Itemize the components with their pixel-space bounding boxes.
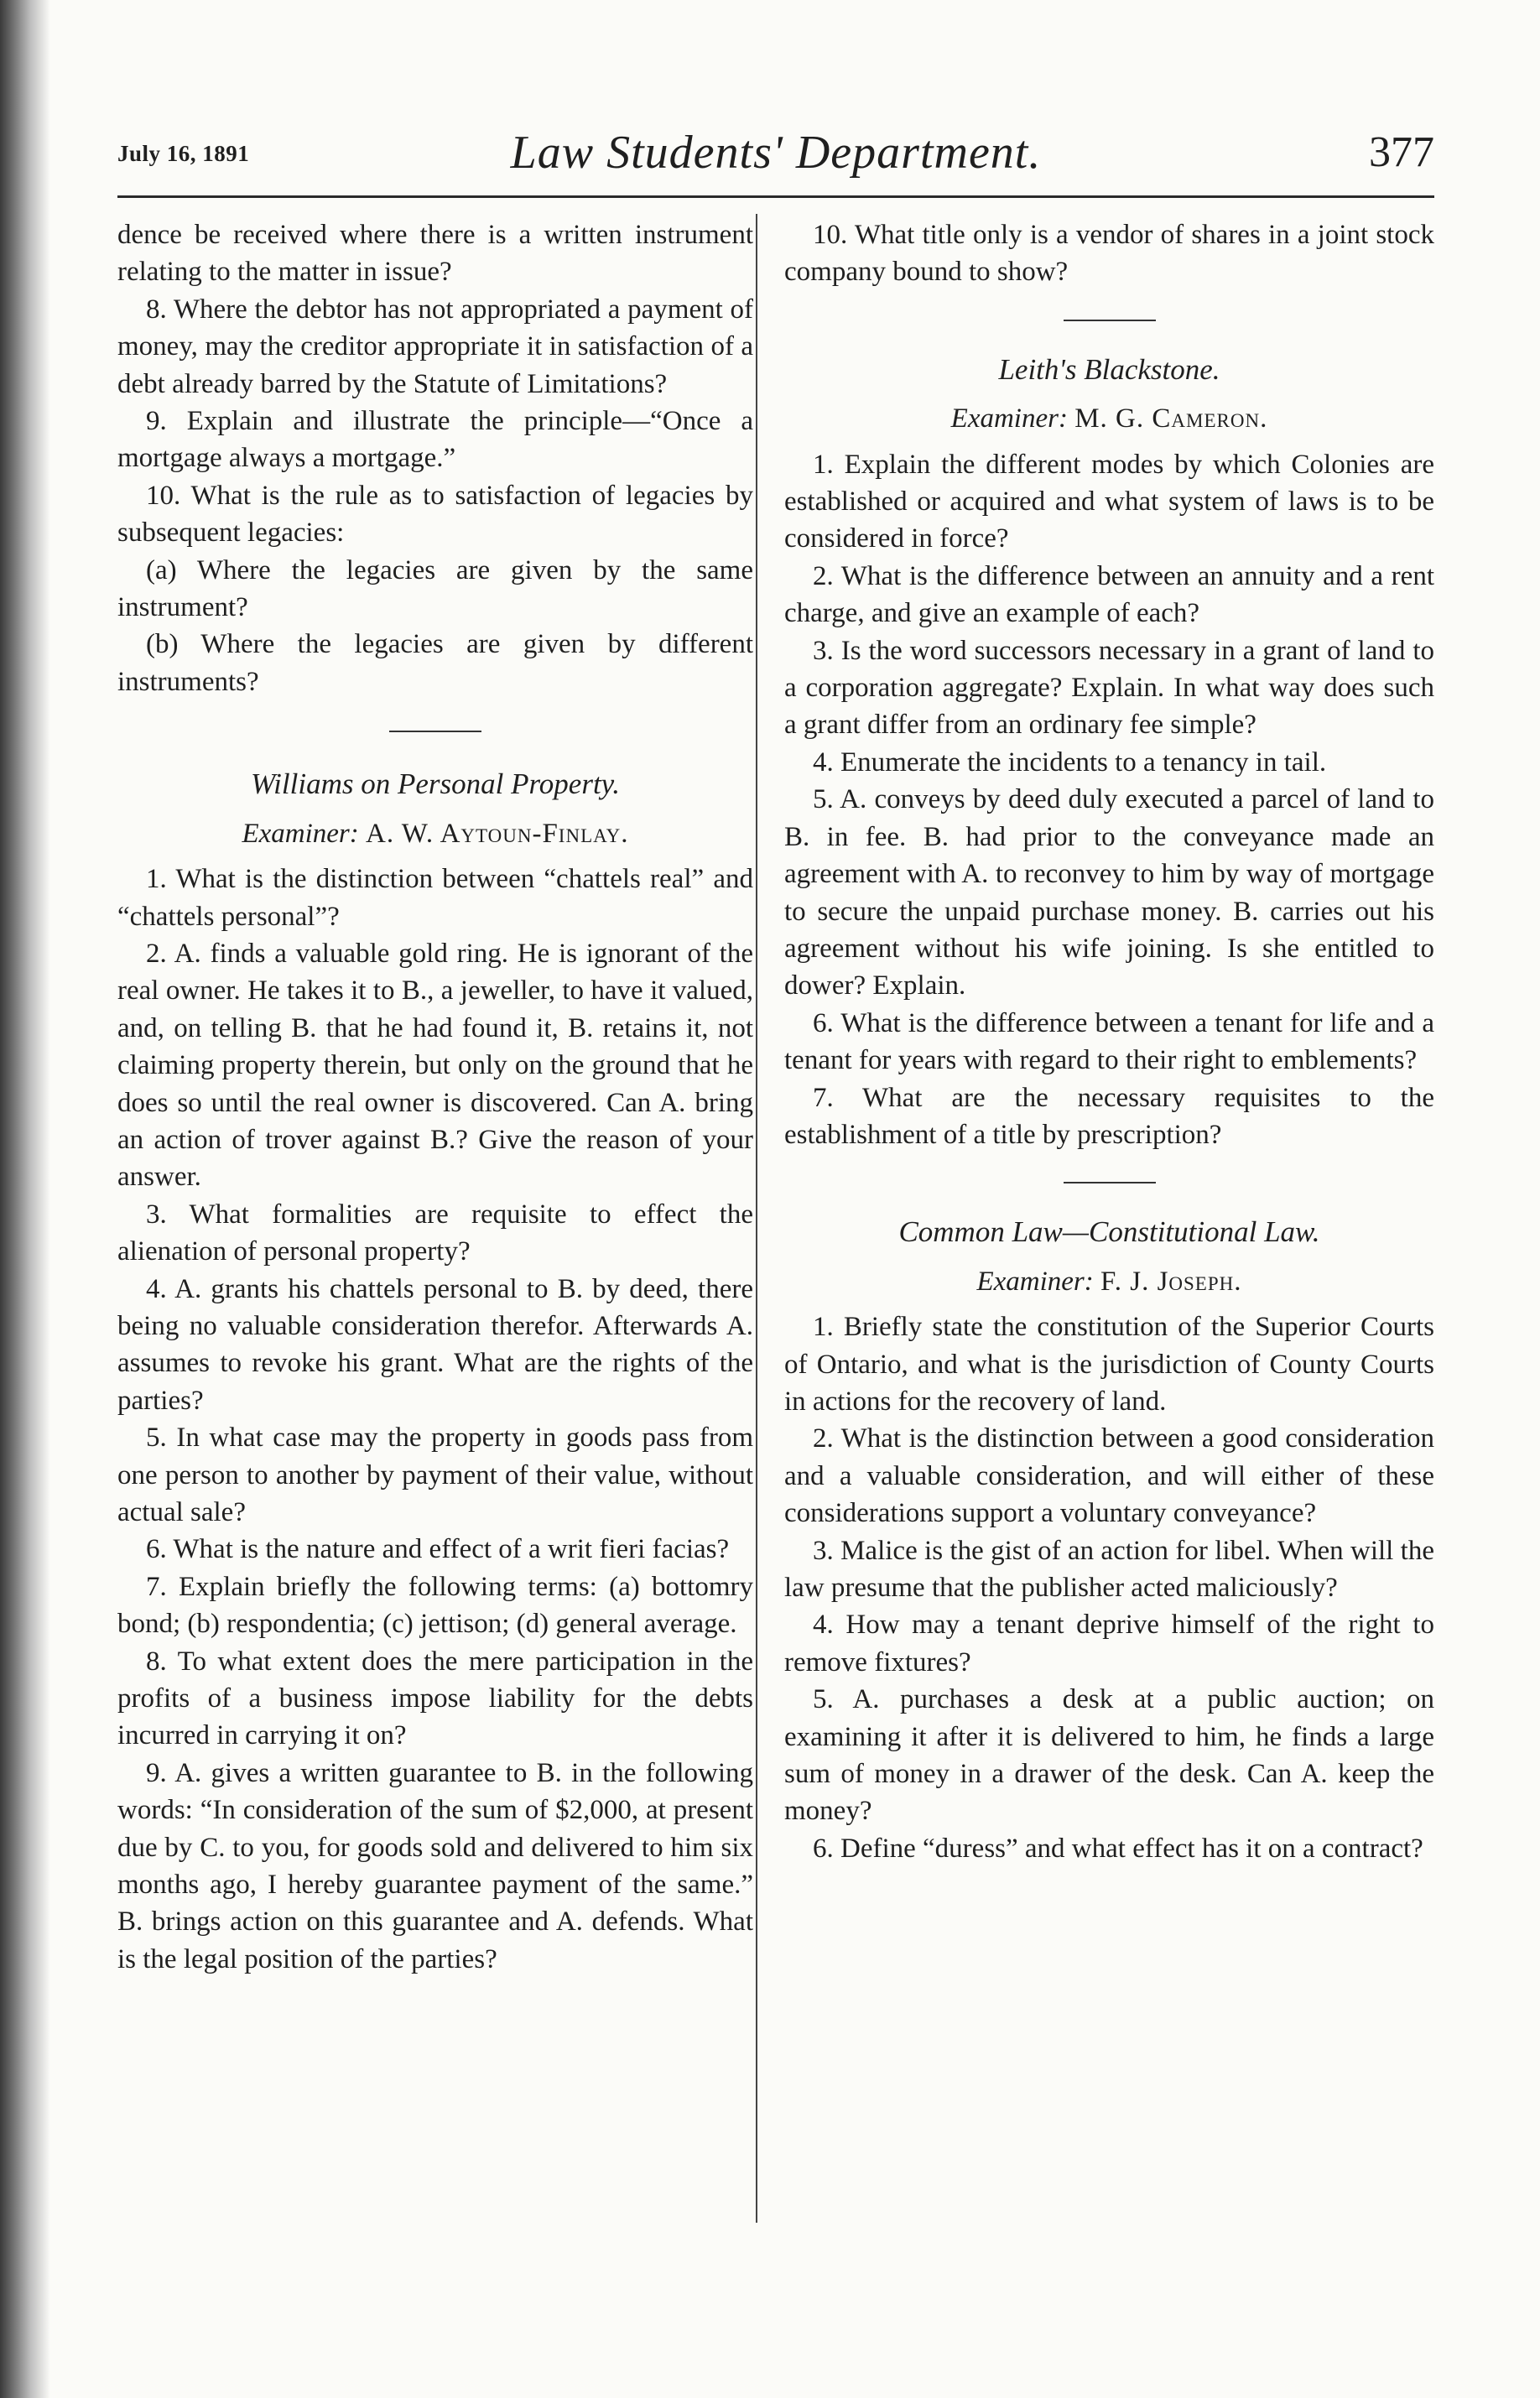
question: 4. Enumerate the incidents to a tenancy in tail. <box>813 746 1327 778</box>
header-rule <box>117 195 1434 198</box>
examiner-name: A. W. Aytoun-Finlay. <box>366 818 629 849</box>
question: 4. A. grants his chattels personal to B. by deed, there being no valuable consideration therefor. Afterwards A. assumes to revoke his grant. What are the rights of the parties? <box>117 1273 753 1416</box>
paragraph: dence be received where there is a written instrument relating to the matter in issue? <box>117 220 753 288</box>
question: 6. What is the nature and effect of a writ fieri facias? <box>146 1534 730 1565</box>
book-binding-shadow <box>0 0 50 2398</box>
page-number: 377 <box>1369 128 1434 176</box>
question: 4. How may a tenant deprive himself of the right to remove fixtures? <box>784 1610 1434 1678</box>
question: 10. What is the rule as to satisfaction of legacies by subsequent legacies: <box>117 480 753 549</box>
question: 9. A. gives a written guarantee to B. in the following words: “In consideration of the sum of $2,000, at present due by C. to you, for goods sold and delivered to him six months ago, I hereby guarantee payment of the same.” B. brings action on this guarantee and A. defends. What is the legal position of the parties? <box>117 1757 753 1974</box>
issue-date: July 16, 1891 <box>117 141 250 166</box>
question: 2. What is the difference between an annuity and a rent charge, and give an example of each? <box>784 560 1434 629</box>
examiner-name: F. J. Joseph. <box>1100 1266 1242 1297</box>
question: 3. Malice is the gist of an action for libel. When will the law presume that the publisher acted maliciously? <box>784 1535 1434 1603</box>
question: 6. Define “duress” and what effect has it on a contract? <box>813 1833 1423 1864</box>
section-heading: Common Law—Constitutional Law. <box>898 1215 1320 1249</box>
question: 7. What are the necessary requisites to the establishment of a title by prescription? <box>784 1082 1434 1150</box>
section-separator <box>389 731 481 732</box>
question: 1. Explain the different modes by which Colonies are established or acquired and what system of laws is to be considered in force? <box>784 449 1434 554</box>
examiner-line <box>784 1263 1434 1300</box>
section-heading: Williams on Personal Property. <box>250 767 621 801</box>
question: 1. What is the distinction between “chattels real” and “chattels personal”? <box>117 864 753 932</box>
question: 2. What is the distinction between a good consideration and a valuable consideration, and will either of these considerations support a voluntary conveyance? <box>784 1423 1434 1529</box>
column-divider <box>756 214 757 2223</box>
question: 5. A. conveys by deed duly executed a parcel of land to B. in fee. B. had prior to the conveyance made an agreement with A. to reconvey to him by way of mortgage to secure the unpaid purchase money. B. carries out his agreement without his wife joining. Is she entitled to dower? Explain. <box>784 784 1434 1001</box>
examiner-name: M. G. Cameron. <box>1074 403 1268 434</box>
question: 5. A. purchases a desk at a public auction; on examining it after it is delivered to him, he finds a large sum of money in a drawer of the desk. Can A. keep the money? <box>784 1684 1434 1827</box>
question: 3. Is the word successors necessary in a grant of land to a corporation aggregate? Explain. In what way does such a grant differ from an ordinary fee simple? <box>784 635 1434 741</box>
running-title: Law Students' Department. <box>510 127 1042 179</box>
question: 8. To what extent does the mere participation in the profits of a business impose liability for the debts incurred in carrying it on? <box>117 1646 753 1751</box>
examiner-label: Examiner: <box>242 818 359 849</box>
question: 9. Explain and illustrate the principle—“Once a mortgage always a mortgage.” <box>117 406 753 474</box>
examiner-line <box>117 815 753 852</box>
sub-question: (a) Where the legacies are given by the same instrument? <box>117 554 753 623</box>
section-heading: Leith's Blackstone. <box>998 352 1220 386</box>
question: 2. A. finds a valuable gold ring. He is ignorant of the real owner. He takes it to B., a jeweller, to have it valued, and, on telling B. that he had found it, B. retains it, not claiming property therein, but only on the ground that he does so until the real owner is discovered. Can A. bring an action of trover against B.? Give the reason of your answer. <box>117 938 753 1193</box>
left-column <box>117 216 753 1978</box>
question: 5. In what case may the property in goods pass from one person to another by payment of their value, without actual sale? <box>117 1423 753 1527</box>
page-header <box>117 126 1434 193</box>
right-column <box>784 216 1434 1867</box>
question: 3. What formalities are requisite to effect the alienation of personal property? <box>117 1199 753 1267</box>
examiner-line <box>784 400 1434 437</box>
section-separator <box>1064 320 1156 321</box>
question: 8. Where the debtor has not appropriated a payment of money, may the creditor appropriate it in satisfaction of a debt already barred by the Statute of Limitations? <box>117 294 753 399</box>
examiner-label: Examiner: <box>976 1266 1094 1297</box>
sub-question: (b) Where the legacies are given by different instruments? <box>117 629 753 697</box>
question: 6. What is the difference between a tenant for life and a tenant for years with regard to their right to emblements? <box>784 1007 1434 1076</box>
question: 1. Briefly state the constitution of the Superior Courts of Ontario, and what is the jurisdiction of County Courts in actions for the recovery of land. <box>784 1312 1434 1417</box>
question: 10. What title only is a vendor of shares in a joint stock company bound to show? <box>784 220 1434 288</box>
question: 7. Explain briefly the following terms: (a) bottomry bond; (b) respondentia; (c) jettison; (d) general average. <box>117 1571 753 1640</box>
section-separator <box>1064 1182 1156 1183</box>
examiner-label: Examiner: <box>950 403 1068 434</box>
